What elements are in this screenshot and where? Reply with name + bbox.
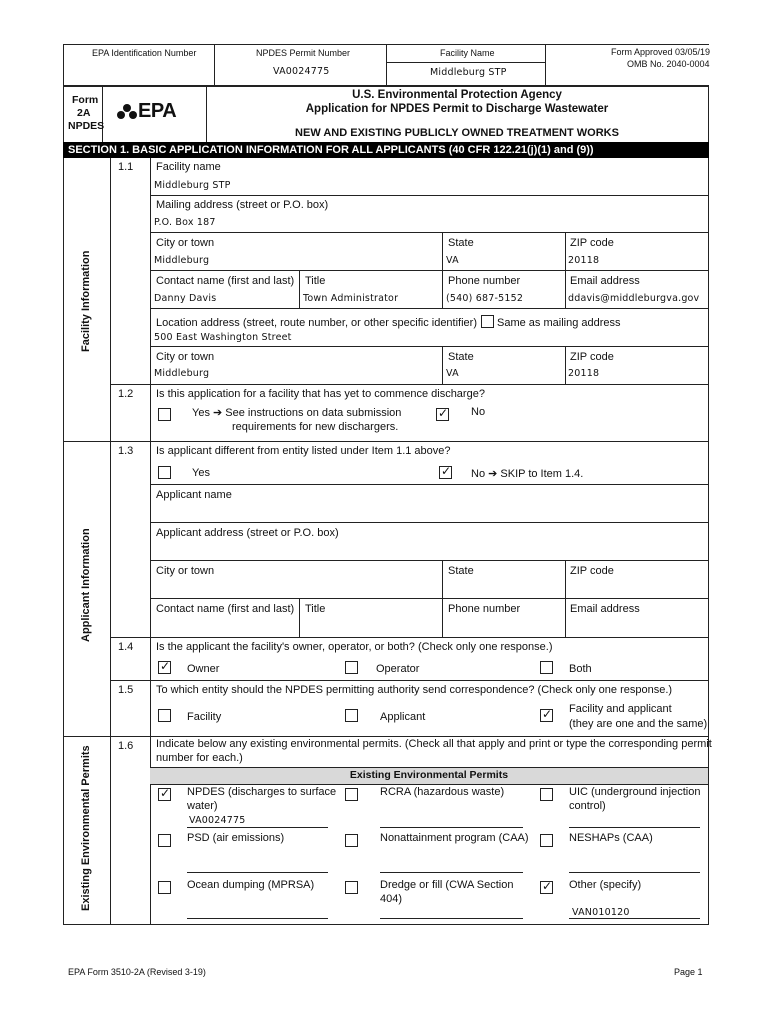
npdes-permit-type-label: NPDES (discharges to surface (187, 786, 337, 798)
contact-name-label: Contact name (first and last) (156, 275, 295, 287)
applicant-zip-label: ZIP code (570, 565, 614, 577)
zip-label-2: ZIP code (570, 351, 614, 363)
item-1-5-question: To which entity should the NPDES permitting authority send correspondence? (Check only one response.) (156, 684, 673, 696)
facility-name-value[interactable]: Middleburg STP (430, 67, 507, 78)
psd-checkbox[interactable] (158, 834, 171, 847)
email-field[interactable]: ddavis@middleburgva.gov (568, 293, 700, 304)
zip-field[interactable]: 20118 (568, 255, 600, 266)
form-approved: Form Approved 03/05/19 (611, 47, 711, 57)
mailing-address-field[interactable]: P.O. Box 187 (154, 217, 216, 228)
applicant-contact-label: Contact name (first and last) (156, 603, 295, 615)
correspondence-both-note: (they are one and the same) (569, 718, 708, 730)
correspondence-both-checkbox[interactable] (540, 709, 553, 722)
section-title: SECTION 1. BASIC APPLICATION INFORMATION FOR ALL APPLICANTS (40 CFR 122.21(j)(1) and (9)) (68, 144, 594, 156)
item-1-6-question-cont: number for each.) (156, 752, 243, 764)
side-label-applicant: Applicant Information (80, 528, 92, 642)
psd-label: PSD (air emissions) (187, 832, 285, 844)
footer-page-number: Page 1 (674, 967, 703, 977)
rcra-number-field[interactable] (380, 827, 523, 828)
nonattainment-checkbox[interactable] (345, 834, 358, 847)
dredge-fill-number-field[interactable] (380, 918, 523, 919)
form-number: 2A (77, 107, 91, 119)
form-subtitle: NEW AND EXISTING PUBLICLY OWNED TREATMENT WORKS (295, 127, 619, 139)
new-discharger-yes-label: Yes ➔ See instructions on data submission (192, 407, 402, 419)
facility-name-field-label: Facility name (156, 161, 221, 173)
item-1-2-question: Is this application for a facility that has yet to commence discharge? (156, 388, 485, 400)
item-1-3-question: Is applicant different from entity listed under Item 1.1 above? (156, 445, 451, 457)
applicant-different-no-label: No ➔ SKIP to Item 1.4. (471, 468, 584, 480)
facility-name-label: Facility Name (440, 48, 495, 58)
uic-number-field[interactable] (569, 827, 700, 828)
correspondence-applicant-label: Applicant (380, 711, 426, 723)
both-label: Both (569, 663, 592, 675)
phone-field[interactable]: (540) 687-5152 (446, 293, 524, 304)
applicant-different-no-checkbox[interactable] (439, 466, 452, 479)
npdes-permit-value[interactable]: VA0024775 (273, 66, 330, 77)
state-label-2: State (448, 351, 474, 363)
new-discharger-yes-checkbox[interactable] (158, 408, 171, 421)
state-label: State (448, 237, 474, 249)
same-as-mailing-label: Same as mailing address (497, 317, 621, 329)
item-1-4-number: 1.4 (118, 641, 134, 653)
title-field[interactable]: Town Administrator (303, 293, 399, 304)
phone-label: Phone number (448, 275, 521, 287)
epa-logo-text: EPA (138, 100, 177, 122)
side-label-permits: Existing Environmental Permits (80, 745, 92, 911)
ocean-dumping-number-field[interactable] (187, 918, 328, 919)
neshaps-checkbox[interactable] (540, 834, 553, 847)
city-field[interactable]: Middleburg (154, 255, 210, 266)
state-field[interactable]: VA (446, 255, 459, 266)
location-address-field[interactable]: 500 East Washington Street (154, 332, 292, 343)
ocean-dumping-label: Ocean dumping (MPRSA) (187, 879, 315, 891)
other-permit-number-field[interactable]: VAN010120 (572, 907, 630, 918)
city-label-2: City or town (156, 351, 215, 363)
zip-label: ZIP code (570, 237, 614, 249)
dredge-fill-label-cont: 404) (380, 893, 403, 905)
neshaps-number-field[interactable] (569, 872, 700, 873)
city-field-2[interactable]: Middleburg (154, 368, 210, 379)
same-as-mailing-checkbox[interactable] (481, 315, 494, 328)
ocean-dumping-checkbox[interactable] (158, 881, 171, 894)
dredge-fill-checkbox[interactable] (345, 881, 358, 894)
uic-label: UIC (underground injection (569, 786, 701, 798)
zip-field-2[interactable]: 20118 (568, 368, 600, 379)
side-label-facility: Facility Information (80, 250, 92, 352)
omb-number: OMB No. 2040-0004 (627, 59, 710, 69)
section-header-bar (63, 142, 709, 158)
both-checkbox[interactable] (540, 661, 553, 674)
applicant-address-field[interactable] (152, 541, 702, 559)
epa-flower-icon (116, 103, 138, 123)
item-1-6-question: Indicate below any existing environmental permits. (Check all that apply and print or type the corresponding permit (156, 738, 712, 750)
permits-table-title: Existing Environmental Permits (349, 769, 509, 781)
npdes-permit-number-field[interactable]: VA0024775 (189, 815, 246, 826)
npdes-permit-type-label-cont: water) (187, 800, 218, 812)
city-label: City or town (156, 237, 215, 249)
email-label: Email address (570, 275, 640, 287)
title-label: Title (305, 275, 326, 287)
footer-form-number: EPA Form 3510-2A (Revised 3-19) (68, 967, 206, 977)
other-permit-label: Other (specify) (569, 879, 642, 891)
correspondence-both-label: Facility and applicant (569, 703, 672, 715)
nonattainment-number-field[interactable] (380, 872, 523, 873)
operator-checkbox[interactable] (345, 661, 358, 674)
applicant-address-label: Applicant address (street or P.O. box) (156, 527, 339, 539)
applicant-different-yes-checkbox[interactable] (158, 466, 171, 479)
facility-name-field[interactable]: Middleburg STP (154, 180, 231, 191)
uic-checkbox[interactable] (540, 788, 553, 801)
npdes-permit-label: NPDES Permit Number (256, 48, 351, 58)
item-1-5-number: 1.5 (118, 684, 134, 696)
location-address-label: Location address (street, route number, or other specific identifier) (156, 317, 477, 329)
applicant-email-label: Email address (570, 603, 640, 615)
owner-label: Owner (187, 663, 220, 675)
correspondence-facility-checkbox[interactable] (158, 709, 171, 722)
state-field-2[interactable]: VA (446, 368, 459, 379)
applicant-different-yes-label: Yes (192, 467, 210, 479)
applicant-phone-label: Phone number (448, 603, 521, 615)
applicant-title-label: Title (305, 603, 326, 615)
application-title: Application for NPDES Permit to Discharge Wastewater (305, 103, 609, 115)
item-1-3-number: 1.3 (118, 445, 134, 457)
applicant-name-field[interactable] (152, 503, 702, 521)
other-permit-checkbox[interactable] (540, 881, 553, 894)
item-1-2-number: 1.2 (118, 388, 134, 400)
owner-checkbox[interactable] (158, 661, 171, 674)
rcra-checkbox[interactable] (345, 788, 358, 801)
nonattainment-label: Nonattainment program (CAA) (380, 832, 529, 844)
mailing-address-label: Mailing address (street or P.O. box) (156, 199, 329, 211)
uic-label-cont: control) (569, 800, 606, 812)
npdes-permit-checkbox[interactable] (158, 788, 171, 801)
neshaps-label: NESHAPs (CAA) (569, 832, 653, 844)
correspondence-applicant-checkbox[interactable] (345, 709, 358, 722)
correspondence-facility-label: Facility (187, 711, 222, 723)
operator-label: Operator (376, 663, 420, 675)
form-label: Form (72, 94, 99, 106)
item-1-1-number: 1.1 (118, 161, 134, 173)
applicant-name-label: Applicant name (156, 489, 232, 501)
epa-id-label: EPA Identification Number (92, 48, 197, 58)
item-1-6-number: 1.6 (118, 740, 134, 752)
permits-table-header (150, 767, 708, 785)
agency-name: U.S. Environmental Protection Agency (352, 89, 562, 101)
contact-name-field[interactable]: Danny Davis (154, 293, 217, 304)
new-discharger-no-checkbox[interactable] (436, 408, 449, 421)
new-discharger-no-label: No (471, 406, 486, 418)
new-discharger-yes-note: requirements for new dischargers. (232, 421, 399, 433)
form-program: NPDES (68, 120, 105, 132)
item-1-4-question: Is the applicant the facility's owner, operator, or both? (Check only one response.) (156, 641, 553, 653)
applicant-city-label: City or town (156, 565, 215, 577)
applicant-state-label: State (448, 565, 474, 577)
rcra-label: RCRA (hazardous waste) (380, 786, 505, 798)
psd-number-field[interactable] (187, 872, 328, 873)
dredge-fill-label: Dredge or fill (CWA Section (380, 879, 514, 891)
